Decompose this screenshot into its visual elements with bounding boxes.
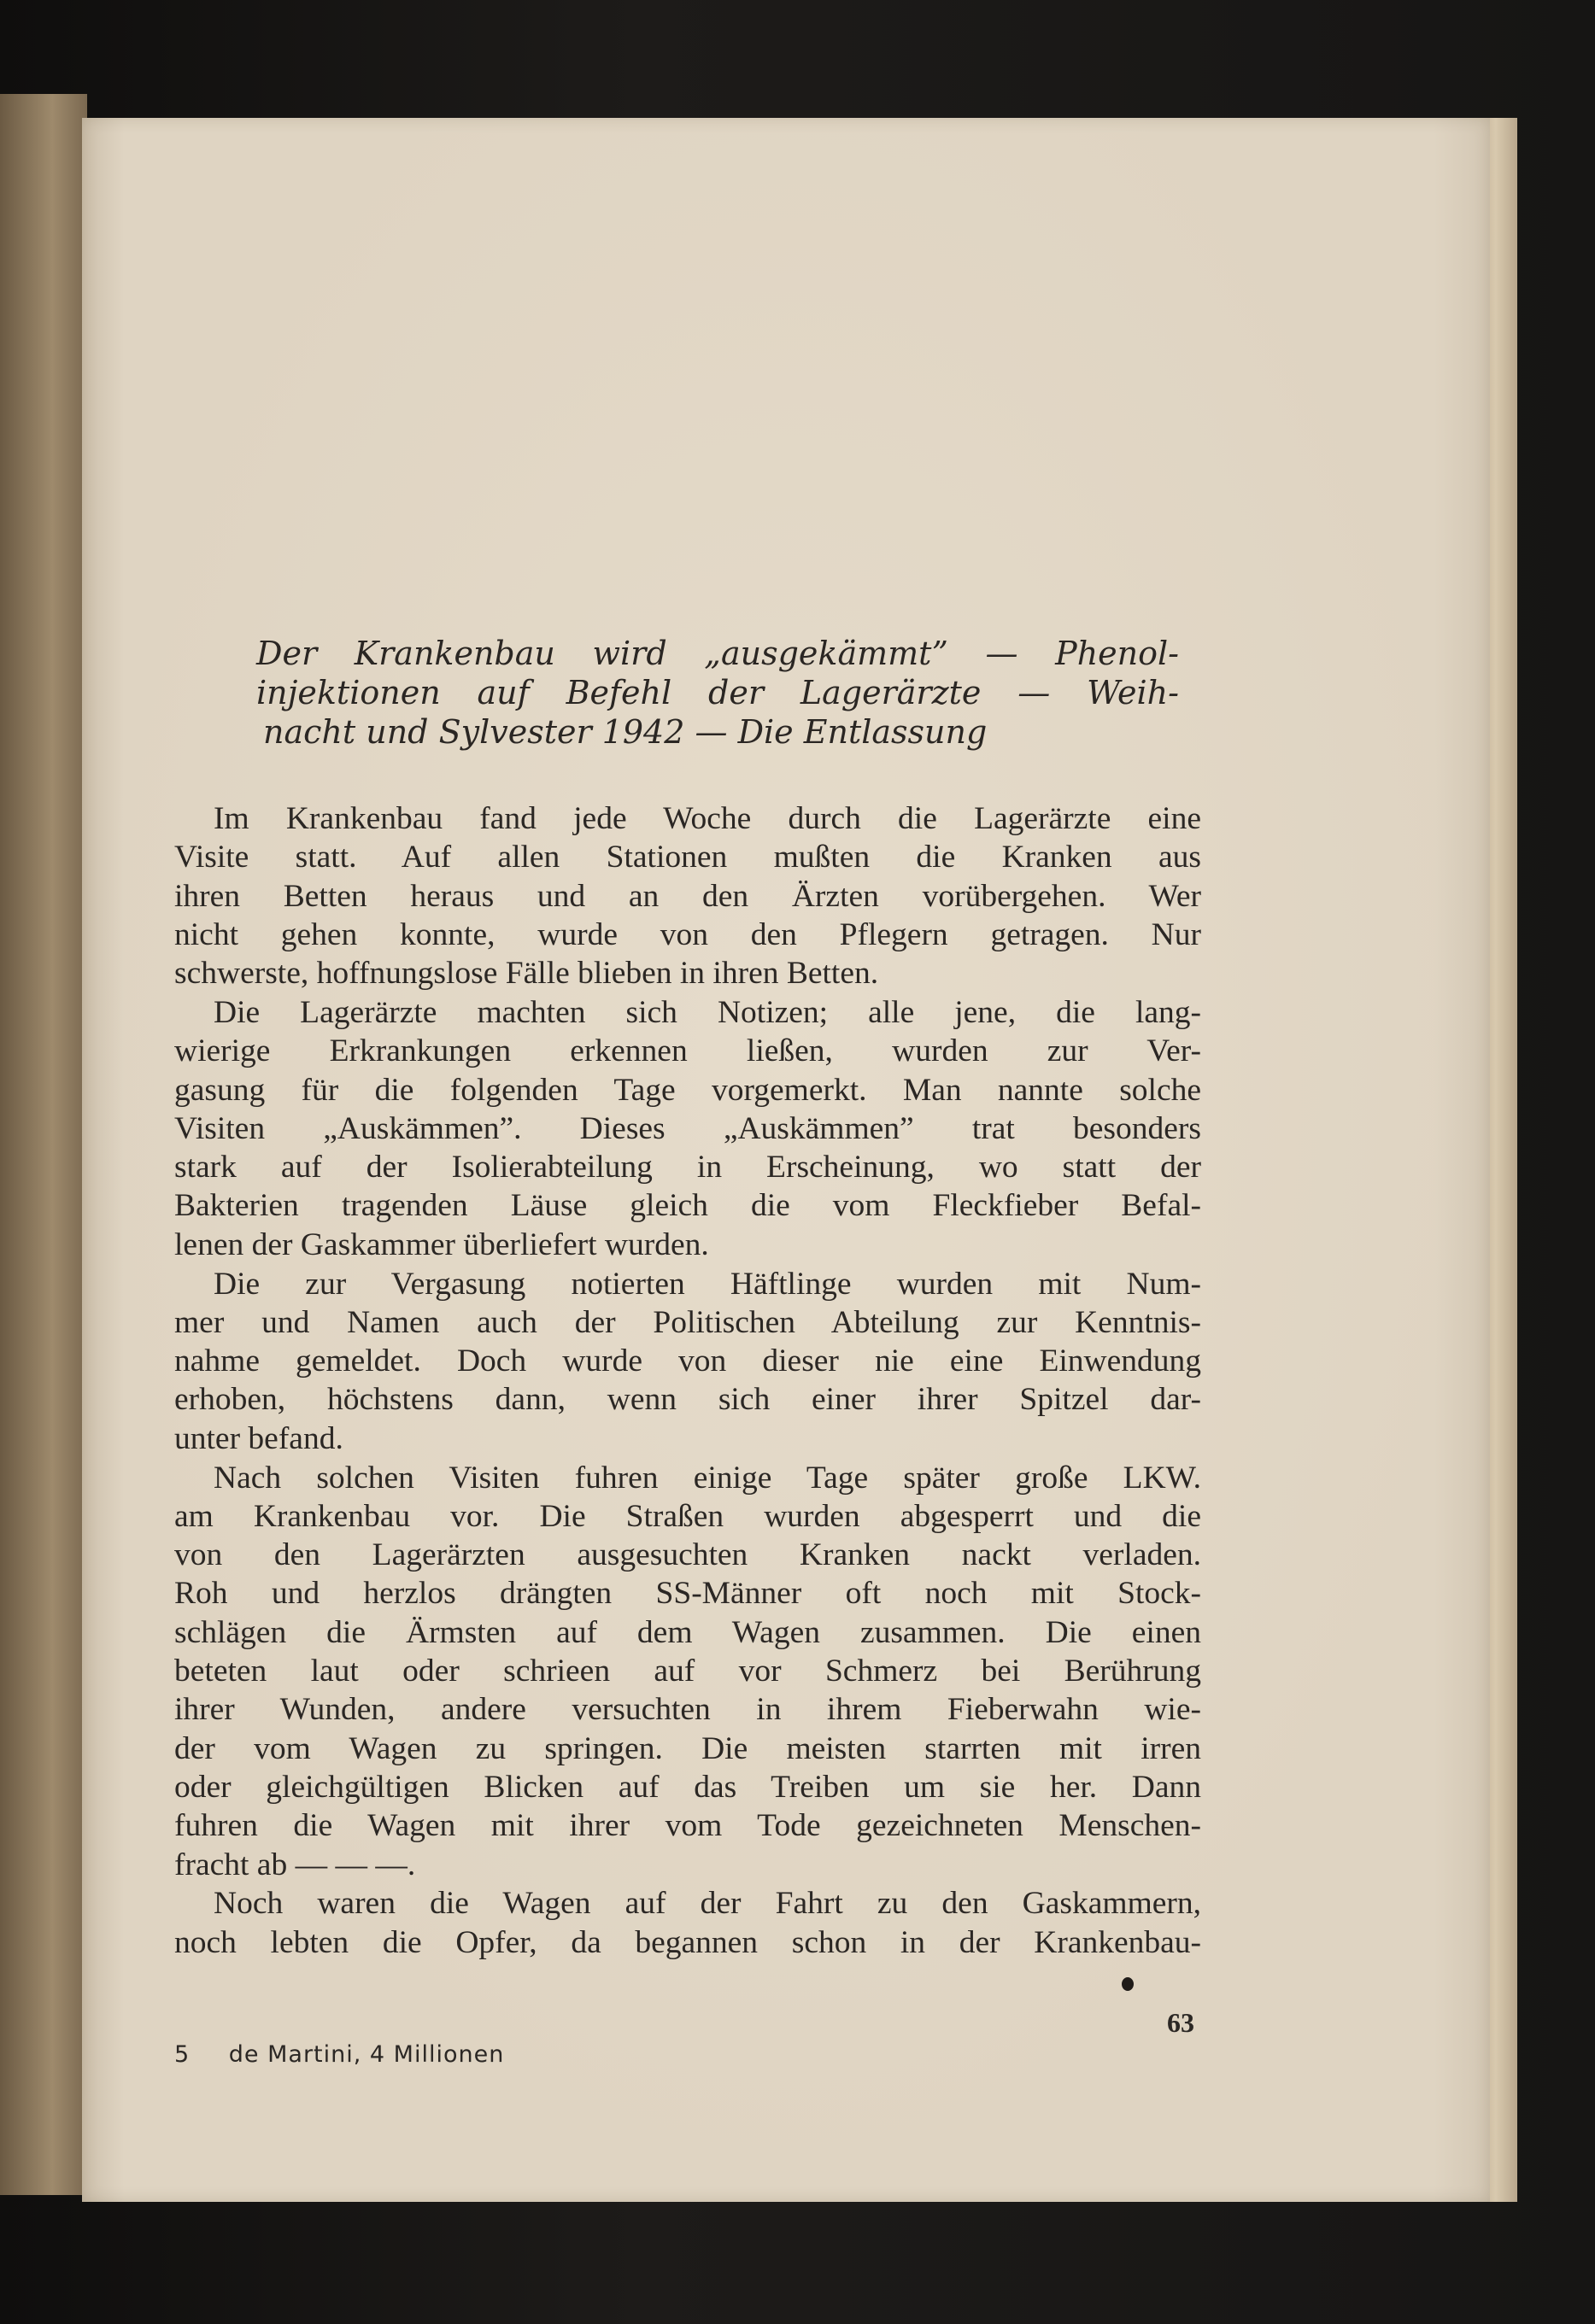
heading-line: nacht und Sylvester 1942 — Die Entlassung bbox=[263, 713, 988, 751]
text-line: Die zur Vergasung notierten Häftlinge wurden mit Num- bbox=[214, 1266, 1201, 1302]
text-line: Visiten „Auskämmen”. Dieses „Auskämmen” trat besonders bbox=[174, 1110, 1201, 1146]
heading-line: Der Krankenbau wird „ausgekämmt” — Phenol- bbox=[256, 635, 1179, 672]
text-line: oder gleichgültigen Blicken auf das Treiben um sie her. Dann bbox=[174, 1769, 1201, 1805]
text-line: nicht gehen konnte, wurde von den Pflegern getragen. Nur bbox=[174, 916, 1201, 952]
text-line: ihrer Wunden, andere versuchten in ihrem Fieberwahn wie- bbox=[174, 1692, 1201, 1728]
text-line: schlägen die Ärmsten auf dem Wagen zusammen. Die einen bbox=[174, 1614, 1201, 1650]
text-line: fuhren die Wagen mit ihrer vom Tode gezeichneten Menschen- bbox=[174, 1808, 1201, 1844]
text-line: mer und Namen auch der Politischen Abteilung zur Kenntnis- bbox=[174, 1304, 1201, 1340]
text-line: Bakterien tragenden Läuse gleich die vom Fleckfieber Befal- bbox=[174, 1188, 1201, 1224]
text-line: von den Lagerärzten ausgesuchten Kranken nackt verladen. bbox=[174, 1537, 1201, 1573]
ink-dot bbox=[1122, 1977, 1134, 1991]
text-line: schwerste, hoffnungslose Fälle blieben in ihren Betten. bbox=[174, 956, 879, 992]
text-line: erhoben, höchstens dann, wenn sich einer ihrer Spitzel dar- bbox=[174, 1382, 1201, 1418]
text-line: am Krankenbau vor. Die Straßen wurden abgesperrt und die bbox=[174, 1498, 1201, 1534]
printer-signature bbox=[174, 2041, 504, 2068]
text-line: beteten laut oder schrieen auf vor Schmerz bei Berührung bbox=[174, 1654, 1201, 1689]
text-line: Roh und herzlos drängten SS-Männer oft noch mit Stock- bbox=[174, 1576, 1201, 1612]
text-line: stark auf der Isolierabteilung in Erscheinung, wo statt der bbox=[174, 1150, 1201, 1185]
signature-text: de Martini, 4 Millionen bbox=[228, 2041, 505, 2068]
text-line: unter befand. bbox=[174, 1420, 343, 1456]
text-line: der vom Wagen zu springen. Die meisten starrten mit irren bbox=[174, 1730, 1201, 1766]
text-line: nahme gemeldet. Doch wurde von dieser nie eine Einwendung bbox=[174, 1343, 1201, 1379]
text-line: Die Lagerärzte machten sich Notizen; alle jene, die lang- bbox=[214, 994, 1201, 1030]
page-number: 63 bbox=[1167, 2007, 1194, 2038]
paragraph bbox=[174, 1459, 1201, 1884]
previous-page-edge bbox=[0, 94, 87, 2195]
text-line: gasung für die folgenden Tage vorgemerkt. Man nannte solche bbox=[174, 1072, 1201, 1108]
text-line: wierige Erkrankungen erkennen ließen, wurden zur Ver- bbox=[174, 1033, 1201, 1069]
text-line: Visite statt. Auf allen Stationen mußten die Kranken aus bbox=[174, 840, 1201, 875]
paragraph bbox=[174, 799, 1201, 992]
text-line: Noch waren die Wagen auf der Fahrt zu den Gaskammern, bbox=[214, 1886, 1201, 1922]
text-line: Im Krankenbau fand jede Woche durch die Lagerärzte eine bbox=[214, 801, 1201, 836]
chapter-heading bbox=[256, 634, 1179, 752]
paragraph bbox=[174, 1884, 1201, 1962]
text-line: lenen der Gaskammer überliefert wurden. bbox=[174, 1226, 709, 1262]
sheet-number: 5 bbox=[174, 2041, 191, 2068]
heading-line: injektionen auf Befehl der Lagerärzte — Weih- bbox=[256, 674, 1179, 711]
paragraph bbox=[174, 1265, 1201, 1458]
text-line: fracht ab — — —. bbox=[174, 1847, 416, 1882]
text-line: Nach solchen Visiten fuhren einige Tage später große LKW. bbox=[214, 1460, 1201, 1496]
text-line: ihren Betten heraus und an den Ärzten vorübergehen. Wer bbox=[174, 878, 1201, 914]
body-text bbox=[174, 799, 1201, 1962]
text-line: noch lebten die Opfer, da begannen schon in der Krankenbau- bbox=[174, 1924, 1201, 1960]
paragraph bbox=[174, 993, 1201, 1264]
